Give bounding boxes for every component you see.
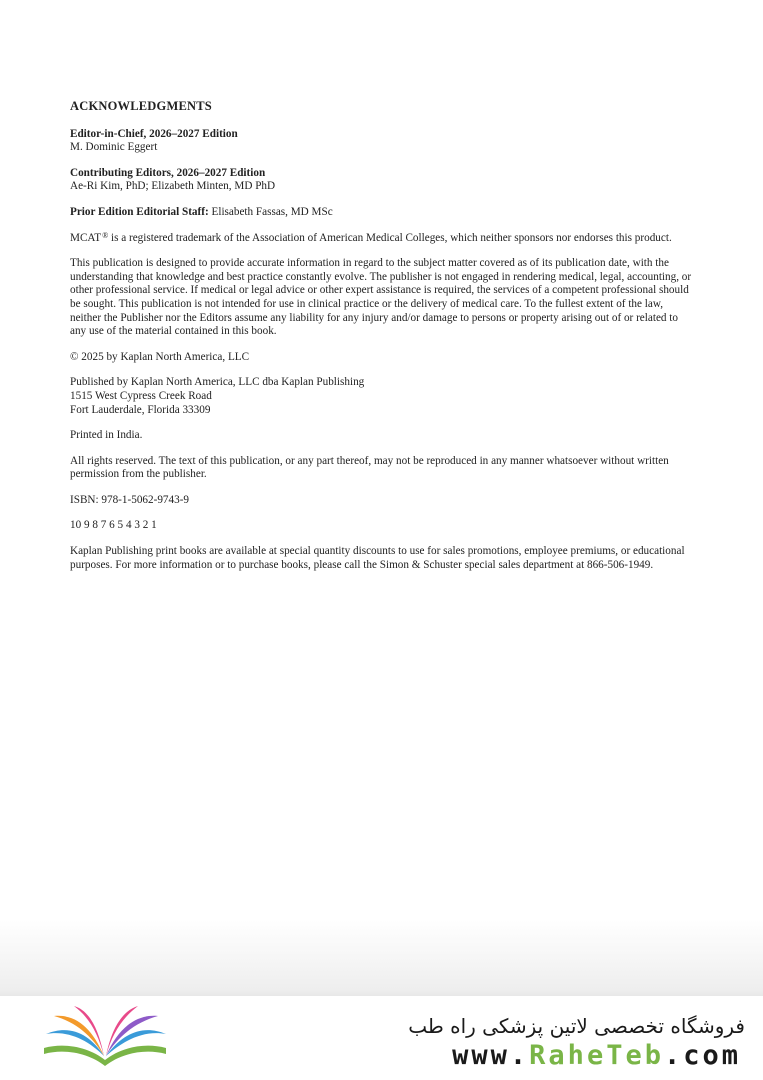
trademark-notice (70, 232, 695, 246)
publisher-line-3: Fort Lauderdale, Florida 33309 (70, 403, 211, 416)
prior-staff-names: Elisabeth Fassas, MD MSc (211, 205, 333, 218)
printed-line: Printed in India. (70, 429, 143, 442)
isbn-line: ISBN: 978-1-5062-9743-9 (70, 493, 190, 506)
rights-paragraph: All rights reserved. The text of this publication, or any part thereof, may not be reproduced in any manner whatsoever without written permission from the publisher. (70, 454, 669, 481)
editor-in-chief-block (70, 128, 695, 155)
publisher-line-1: Published by Kaplan North America, LLC dba Kaplan Publishing (70, 376, 365, 389)
disclaimer-paragraph: This publication is designed to provide accurate information in regard to the subject matter covered as of its publication date, with the understanding that knowledge and best practice constantly evolve. The publisher is not engaged in rendering medical, legal, accounting, or other professional service. If medical or legal advice or other expert assistance is required, the services of a competent professional should be sought. This publication is not intended for use in clinical practice or the delivery of medical care. To the fullest extent of the law, neither the Publisher nor the Editors assume any liability for any injury and/or damage to persons or property arising out of or related to any use of the material contained in this book. (70, 257, 692, 338)
acknowledgments-content (70, 100, 695, 584)
trademark-mark: MCAT (70, 231, 102, 244)
store-title: فروشگاه تخصصی لاتین پزشکی راه طب (408, 1014, 745, 1038)
registered-symbol: ® (102, 230, 109, 240)
store-url (452, 1040, 741, 1071)
store-url-suffix: .com (663, 1040, 741, 1071)
contributing-editors-block (70, 167, 695, 194)
prior-staff-label: Prior Edition Editorial Staff: (70, 205, 209, 218)
publisher-line-2: 1515 West Cypress Creek Road (70, 389, 212, 402)
print-number-line: 10 9 8 7 6 5 4 3 2 1 (70, 519, 157, 532)
page-heading: ACKNOWLEDGMENTS (70, 99, 212, 113)
watermark-footer (0, 996, 763, 1080)
editor-in-chief-label: Editor-in-Chief, 2026–2027 Edition (70, 127, 238, 140)
trademark-text: is a registered trademark of the Association of American Medical Colleges, which neither sponsors nor endorses this product. (110, 231, 672, 244)
open-book-logo-icon (40, 1004, 170, 1070)
editor-in-chief-name: M. Dominic Eggert (70, 141, 158, 154)
store-url-prefix: www. (452, 1040, 530, 1071)
publisher-address (70, 376, 695, 417)
contributing-editors-label: Contributing Editors, 2026–2027 Edition (70, 166, 266, 179)
copyright-line: © 2025 by Kaplan North America, LLC (70, 350, 250, 363)
prior-staff-block (70, 206, 695, 220)
sales-paragraph: Kaplan Publishing print books are available at special quantity discounts to use for sales promotions, employee premiums, or educational purposes. For more information or to purchase books, please call the Simon & Schuster special sales department at 866-506-1949. (70, 545, 685, 571)
store-url-accent: RaheTeb (529, 1040, 664, 1071)
contributing-editors-names: Ae-Ri Kim, PhD; Elizabeth Minten, MD PhD (70, 180, 276, 193)
